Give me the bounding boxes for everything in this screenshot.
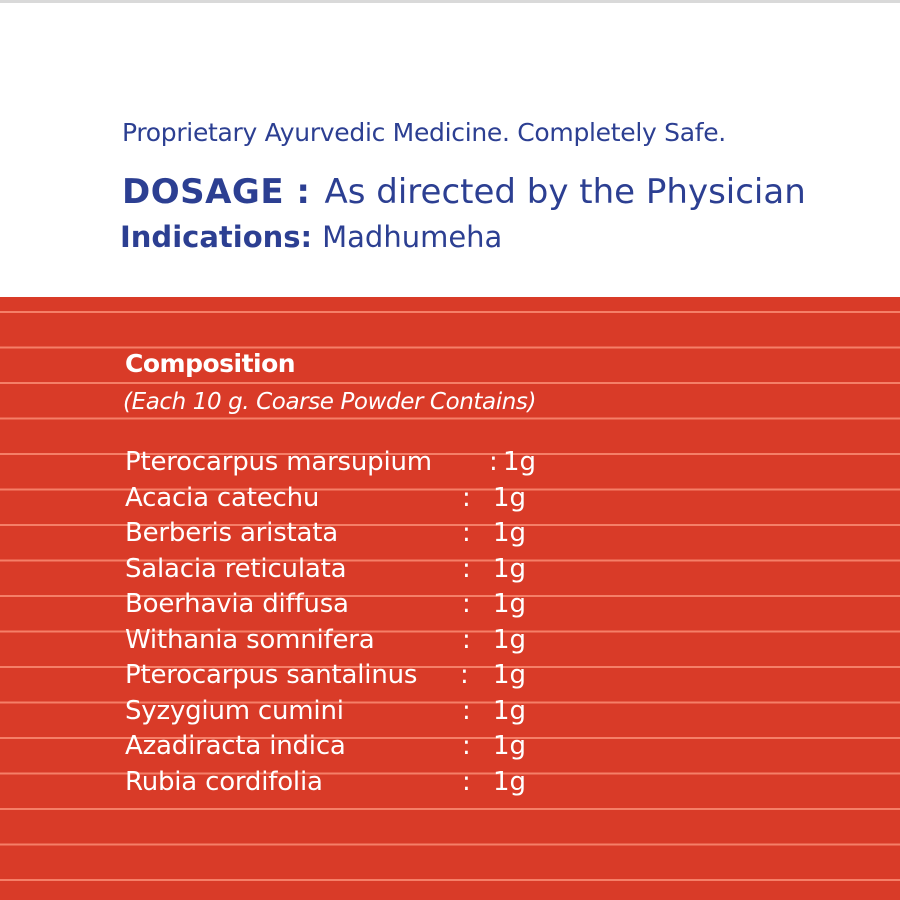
ingredient-qty: 1g: [493, 625, 527, 655]
ingredient-colon: :: [462, 589, 471, 619]
ingredient-colon: :: [462, 554, 471, 584]
ingredient-qty: 1g: [493, 554, 527, 584]
ingredient-colon: :: [462, 696, 471, 726]
ingredient-colon: :: [462, 518, 471, 548]
dosage-line: [122, 172, 806, 212]
tagline: Proprietary Ayurvedic Medicine. Completely Safe.: [122, 118, 726, 147]
ingredient-qty: 1g: [493, 483, 527, 513]
indications-value: Madhumeha: [322, 220, 503, 254]
ingredient-colon: :: [462, 731, 471, 761]
composition-subtitle: (Each 10 g. Coarse Powder Contains): [123, 389, 537, 415]
ingredient-qty: 1g: [493, 767, 527, 797]
dosage-label: DOSAGE :: [122, 172, 311, 212]
ingredient-name: Boerhavia diffusa: [125, 589, 349, 619]
ingredient-colon: :: [462, 767, 471, 797]
ingredient-name: Berberis aristata: [125, 518, 338, 548]
ingredient-qty: 1g: [493, 696, 527, 726]
ingredient-row: [0, 625, 900, 661]
ingredient-name: Salacia reticulata: [125, 554, 347, 584]
ingredient-colon: :: [460, 660, 469, 690]
ingredient-colon: :: [462, 483, 471, 513]
ingredient-row: [0, 767, 900, 803]
ingredient-row: [0, 483, 900, 519]
ingredient-qty: 1g: [493, 589, 527, 619]
ingredient-row: [0, 696, 900, 732]
composition-title: Composition: [125, 349, 296, 378]
ingredient-name: Acacia catechu: [125, 483, 320, 513]
ingredient-colon: :: [489, 447, 498, 477]
dosage-value: As directed by the Physician: [324, 172, 806, 212]
ingredient-qty: 1g: [493, 518, 527, 548]
ingredient-name: Pterocarpus marsupium: [125, 447, 432, 477]
ingredient-name: Azadiracta indica: [125, 731, 346, 761]
ingredient-qty: 1g: [493, 660, 527, 690]
ingredient-row: [0, 518, 900, 554]
info-header: [0, 0, 900, 297]
ingredient-row: [0, 731, 900, 767]
ingredient-name: Pterocarpus santalinus: [125, 660, 418, 690]
ingredient-name: Withania somnifera: [125, 625, 375, 655]
ingredient-colon: :: [462, 625, 471, 655]
ingredient-name: Syzygium cumini: [125, 696, 344, 726]
ingredient-row: [0, 660, 900, 696]
indications-line: [120, 220, 502, 254]
ingredient-qty: 1g: [503, 447, 537, 477]
top-divider: [0, 0, 900, 3]
ingredient-row: [0, 447, 900, 483]
ingredient-qty: 1g: [493, 731, 527, 761]
ingredient-row: [0, 589, 900, 625]
ingredient-name: Rubia cordifolia: [125, 767, 323, 797]
indications-label: Indications:: [120, 220, 313, 254]
ingredient-row: [0, 554, 900, 590]
composition-panel: [0, 297, 900, 900]
